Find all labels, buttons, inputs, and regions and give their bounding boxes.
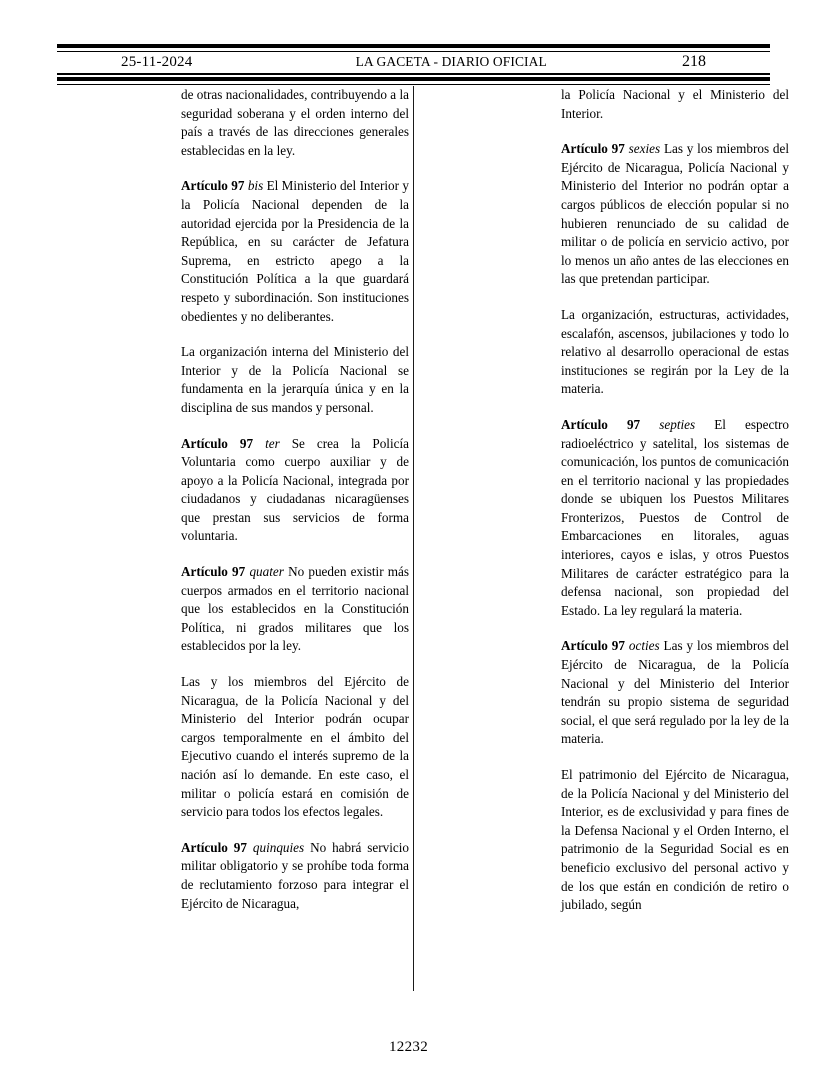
- article-ordinal-latin: quinquies: [252, 839, 305, 855]
- paragraph: [181, 563, 409, 656]
- article-ordinal-latin: bis: [247, 178, 264, 194]
- article-ordinal-latin: sexies: [628, 141, 661, 157]
- column-right: [561, 86, 789, 915]
- masthead-hairline-bottom-2: [57, 84, 770, 86]
- page-masthead: [57, 44, 770, 85]
- paragraph-text: La organización, estructuras, actividades, escalafón, ascensos, jubilaciones y todo lo relativo al desarrollo operacional de estas instituciones se regirán por la Ley de la materia.: [561, 306, 789, 397]
- paragraph-text: No habrá servicio militar obligatorio y se prohíbe toda forma de reclutamiento forzoso para integrar el Ejército de Nicaragua,: [181, 839, 410, 911]
- paragraph: [181, 177, 409, 326]
- masthead-date: 25-11-2024: [121, 54, 193, 70]
- paragraph: [561, 766, 789, 915]
- paragraph-text: La organización interna del Ministerio del Interior y de la Policía Nacional se fundamenta en la jerarquía única y en la disciplina de sus mandos y personal.: [181, 344, 409, 415]
- paragraph-text: El Ministerio del Interior y la Policía Nacional dependen de la autoridad ejercida por la Presidencia de la República, en su carácter de Jefatura Suprema, en estricto apego a la Constitución Política a la que guardará respeto y subordinación. Son instituciones obedientes y no deliberantes.: [181, 178, 409, 324]
- page-folio-number: 12232: [389, 1039, 428, 1055]
- article-number: Artículo 97: [181, 839, 247, 855]
- paragraph-text: No pueden existir más cuerpos armados en el territorio nacional que los establecidos en la Constitución Política, ni grados militares que los establecidos por la ley.: [181, 564, 410, 654]
- article-ordinal-latin: octies: [628, 638, 660, 654]
- article-ordinal-latin: quater: [249, 564, 284, 580]
- paragraph: [181, 839, 409, 913]
- paragraph: [181, 86, 409, 160]
- paragraph: [181, 673, 409, 822]
- article-number: Artículo 97: [561, 416, 641, 432]
- paragraph-text: Las y los miembros del Ejército de Nicaragua, de la Policía Nacional y del Ministerio del Interior podrán ocupar cargos temporalmente en el ámbito del Ejecutivo cuando el interés supremo de la nación así lo demande. En este caso, el militar o policía estará en comisión de servicio para todos los efectos legales.: [181, 674, 409, 820]
- paragraph: [561, 416, 789, 621]
- paragraph-text: Se crea la Policía Voluntaria como cuerpo auxiliar y de apoyo a la Policía Nacional, integrada por ciudadanos y ciudadanas nicaragüenses que prestan sus servicios de forma voluntaria.: [181, 435, 409, 544]
- paragraph: [561, 86, 789, 123]
- column-left: [181, 86, 409, 913]
- masthead-publication-title: LA GACETA - DIARIO OFICIAL: [355, 54, 547, 69]
- page-folio: [0, 1039, 825, 1056]
- article-number: Artículo 97: [561, 141, 625, 157]
- paragraph: [181, 343, 409, 417]
- article-ordinal-latin: ter: [265, 435, 280, 451]
- article-number: Artículo 97: [561, 638, 625, 654]
- article-number: Artículo 97: [181, 178, 245, 194]
- paragraph: [561, 140, 789, 289]
- paragraph: [561, 637, 789, 749]
- masthead-issue-number: 218: [681, 53, 706, 70]
- paragraph-text: Las y los miembros del Ejército de Nicaragua, de la Policía Nacional y del Ministerio del Interior tendrán su propio sistema de seguridad social, el que será regulado por la ley de la materia.: [561, 638, 790, 747]
- paragraph-text: de otras nacionalidades, contribuyendo a la seguridad soberana y el orden interno del país a través de las direcciones generales establecidas en la ley.: [181, 87, 409, 158]
- article-number: Artículo 97: [181, 564, 246, 580]
- paragraph-text: El espectro radioeléctrico y satelital, los sistemas de comunicación, los puntos de comunicación en el territorio nacional y las propiedades donde se ubiquen los Puestos Militares Fronterizos, Puestos de Control de Embarcaciones en litorales, aguas interiores, cayos e islas, y otros Puestos Militares de carácter estratégico para la defensa nacional, son propiedad del Estado. La ley regulará la materia.: [561, 416, 789, 618]
- article-number: Artículo 97: [181, 435, 254, 451]
- paragraph-text: Las y los miembros del Ejército de Nicaragua, Policía Nacional y Ministerio del Interior no podrán optar a cargos públicos de elección popular si no hubieren renunciado de su calidad de militar o de policía en servicio activo, por lo menos un año antes de las elecciones en las que pretendan participar.: [561, 141, 789, 287]
- column-divider-rule: [413, 86, 414, 991]
- paragraph: [181, 435, 409, 547]
- paragraph-text: la Policía Nacional y el Ministerio del Interior.: [561, 87, 789, 121]
- paragraph: [561, 306, 789, 399]
- article-ordinal-latin: septies: [659, 416, 696, 432]
- paragraph-text: El patrimonio del Ejército de Nicaragua, de la Policía Nacional y del Ministerio del Interior, es de exclusividad y para fines de la Defensa Nacional y el Orden Interno, el patrimonio de la Seguridad Social es en beneficio exclusivo del personal activo y de los que están en condición de retiro o jubilado, según: [561, 767, 789, 913]
- masthead-row: [57, 52, 770, 73]
